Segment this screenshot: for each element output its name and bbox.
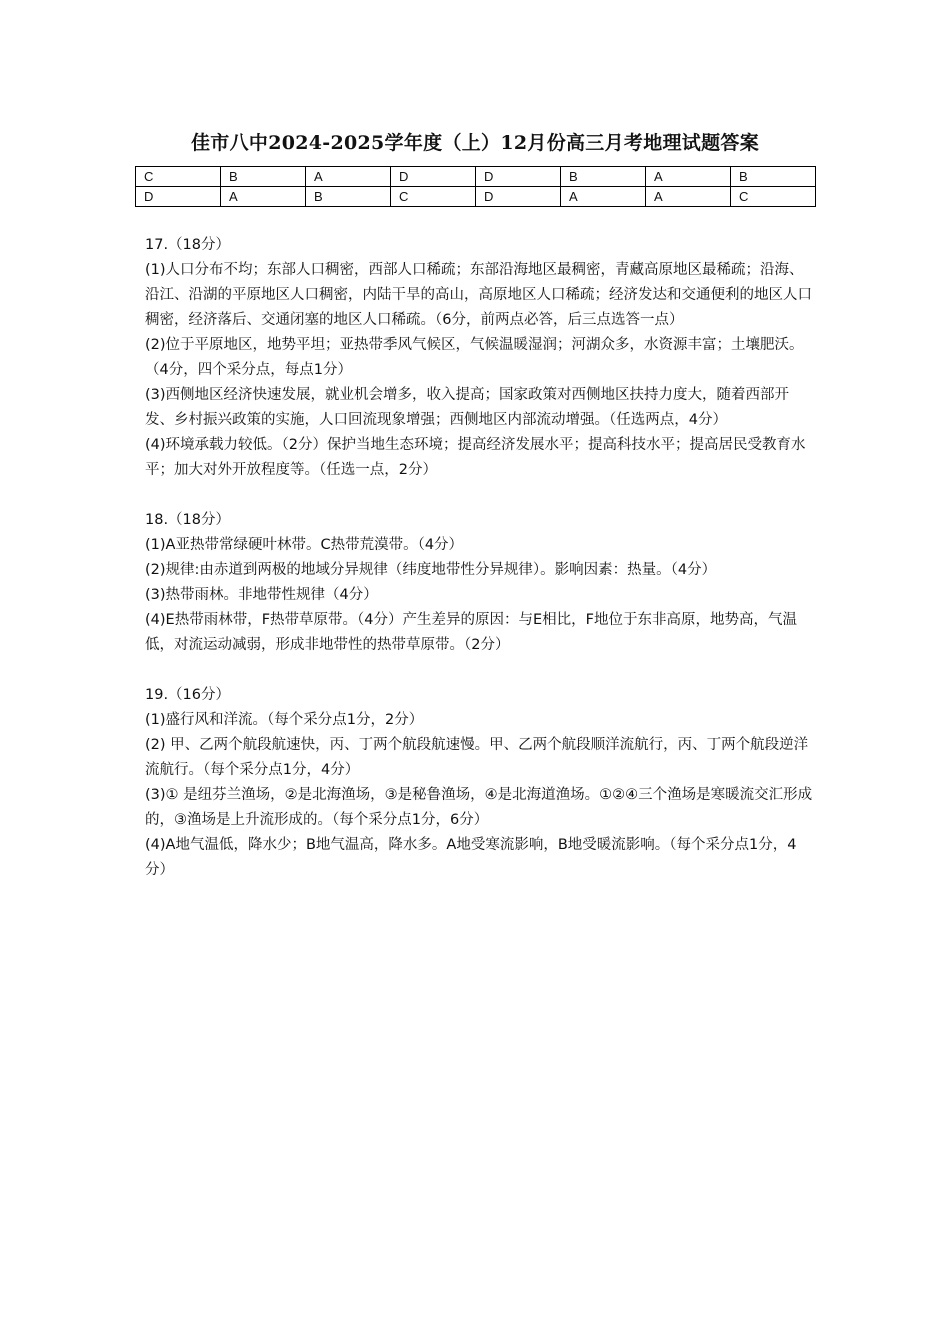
answer-cell: C xyxy=(731,187,816,207)
answer-content xyxy=(145,233,815,908)
question-19 xyxy=(145,683,815,883)
answer-cell: A xyxy=(306,167,391,187)
document-title: 佳市八中2024-2025学年度（上）12月份高三月考地理试题答案 xyxy=(191,132,759,154)
answer-cell: B xyxy=(731,167,816,187)
answer-cell: C xyxy=(136,167,221,187)
question-17-part-3: (3)西侧地区经济快速发展，就业机会增多，收入提高；国家政策对西侧地区扶持力度大，随着西部开发、乡村振兴政策的实施，人口回流现象增强；西侧地区内部流动增强。（任选两点，4分） xyxy=(145,387,790,428)
answer-table xyxy=(135,166,816,207)
question-18-heading: 18.（18分） xyxy=(145,512,231,528)
answer-cell: D xyxy=(136,187,221,207)
answer-cell: C xyxy=(391,187,476,207)
answer-cell: D xyxy=(391,167,476,187)
question-19-part-2: (2) 甲、乙两个航段航速快，丙、丁两个航段航速慢。甲、乙两个航段顺洋流航行，丙、丁两个航段逆洋流航行。（每个采分点1分，4分） xyxy=(145,737,809,778)
question-17 xyxy=(145,233,815,483)
question-18-part-3: (3)热带雨林。非地带性规律（4分） xyxy=(145,587,378,603)
answer-row xyxy=(136,167,816,187)
answer-cell: B xyxy=(221,167,306,187)
answer-row xyxy=(136,187,816,207)
question-17-part-4: (4)环境承载力较低。（2分）保护当地生态环境；提高经济发展水平；提高科技水平；提高居民受教育水平；加大对外开放程度等。（任选一点，2分） xyxy=(145,437,806,478)
answer-cell: A xyxy=(221,187,306,207)
question-19-part-1: (1)盛行风和洋流。（每个采分点1分，2分） xyxy=(145,712,424,728)
answer-cell: B xyxy=(561,167,646,187)
question-18-part-4: (4)E热带雨林带，F热带草原带。（4分）产生差异的原因：与E相比，F地位于东非高原，地势高，气温低，对流运动减弱，形成非地带性的热带草原带。（2分） xyxy=(145,612,798,653)
question-17-part-1: (1)人口分布不均；东部人口稠密，西部人口稀疏；东部沿海地区最稠密，青藏高原地区最稀疏；沿海、沿江、沿湖的平原地区人口稠密，内陆干旱的高山，高原地区人口稀疏；经济发达和交通便利的地区人口稠密，经济落后、交通闭塞的地区人口稀疏。（6分，前两点必答，后三点选答一点） xyxy=(145,262,812,328)
question-19-part-4: (4)A地气温低，降水少；B地气温高，降水多。A地受寒流影响，B地受暖流影响。（每个采分点1分，4分） xyxy=(145,837,797,878)
answer-cell: B xyxy=(306,187,391,207)
question-19-part-3: (3)① 是纽芬兰渔场，②是北海渔场，③是秘鲁渔场，④是北海道渔场。①②④三个渔场是寒暖流交汇形成的，③渔场是上升流形成的。（每个采分点1分，6分） xyxy=(145,787,813,828)
question-17-heading: 17.（18分） xyxy=(145,237,231,253)
answer-cell: D xyxy=(476,187,561,207)
question-18 xyxy=(145,508,815,658)
answer-cell: A xyxy=(646,167,731,187)
answer-cell: A xyxy=(561,187,646,207)
answer-cell: A xyxy=(646,187,731,207)
question-18-part-2: (2)规律:由赤道到两极的地域分异规律（纬度地带性分异规律）。影响因素：热量。（4分） xyxy=(145,562,717,578)
question-17-part-2: (2)位于平原地区，地势平坦；亚热带季风气候区，气候温暖湿润；河湖众多，水资源丰富；土壤肥沃。（4分，四个采分点，每点1分） xyxy=(145,337,804,378)
answer-cell: D xyxy=(476,167,561,187)
question-18-part-1: (1)A亚热带常绿硬叶林带。C热带荒漠带。（4分） xyxy=(145,537,464,553)
question-19-heading: 19.（16分） xyxy=(145,687,231,703)
